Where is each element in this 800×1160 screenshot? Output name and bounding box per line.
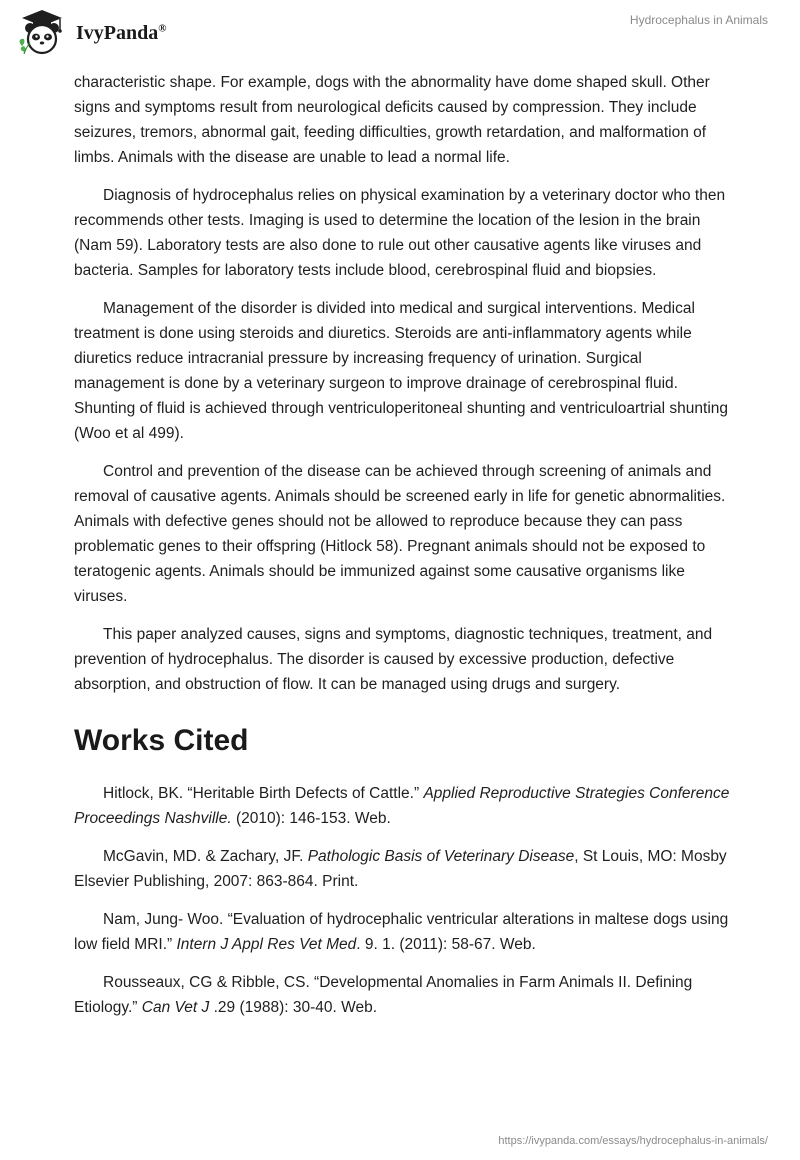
body-paragraph: Diagnosis of hydrocephalus relies on physical examination by a veterinary doctor who then recommends other tests. Imaging is used to determine the location of the lesion in the brain (Nam 59). Laboratory tests are also done to rule out other causative agents like viruses and bacteria. Samples for laboratory tests include blood, cerebrospinal fluid and biopsies. bbox=[74, 187, 726, 279]
body-paragraph: Management of the disorder is divided into medical and surgical interventions. Medical treatment is done using steroids and diuretics. Steroids are anti-inflammatory agents while diuretics reduce intracranial pressure by increasing frequency of urination. Surgical management is done by a veterinary surgeon to improve drainage of cerebrospinal fluid. Shunting of fluid is achieved through ventriculoperitoneal shunting and ventriculoartrial shunting (Woo et al 499). bbox=[74, 300, 728, 442]
document-title: Hydrocephalus in Animals bbox=[629, 13, 768, 27]
document-body bbox=[74, 70, 734, 1033]
ivypanda-logo[interactable] bbox=[16, 8, 166, 56]
works-cited-heading: Works Cited bbox=[74, 724, 249, 757]
body-paragraph: This paper analyzed causes, signs and symptoms, diagnostic techniques, treatment, and prevention of hydrocephalus. The disorder is caused by excessive production, defective absorption, and obstruction of flow. It can be managed using drugs and surgery. bbox=[74, 626, 713, 693]
source-url[interactable]: https://ivypanda.com/essays/hydrocephalus-in-animals/ bbox=[498, 1135, 768, 1147]
body-paragraph: characteristic shape. For example, dogs with the abnormality have dome shaped skull. Other signs and symptoms result from neurological deficits caused by compression. They include seizures, tremors, abnormal gait, feeding difficulties, growth retardation, and malformation of limbs. Animals with the disease are unable to lead a normal life. bbox=[74, 74, 710, 166]
citation-entry: Rousseaux, CG & Ribble, CS. “Developmental Anomalies in Farm Animals II. Defining Etiology.” Can Vet J .29 (1988): 30-40. Web. bbox=[74, 974, 693, 1016]
page-header bbox=[0, 0, 800, 60]
body-paragraph: Control and prevention of the disease can be achieved through screening of animals and removal of causative agents. Animals should be screened early in life for genetic abnormalities. Animals with defective genes should not be allowed to reproduce because they can pass problematic genes to their offspring (Hitlock 58). Pregnant animals should not be exposed to teratogenic agents. Animals should be immunized against some causative organisms like viruses. bbox=[74, 463, 726, 605]
citation-entry: McGavin, MD. & Zachary, JF. Pathologic Basis of Veterinary Disease, St Louis, MO: Mosby Elsevier Publishing, 2007: 863-864. Print. bbox=[74, 848, 727, 890]
panda-graduate-icon bbox=[16, 8, 68, 56]
citation-entry: Nam, Jung- Woo. “Evaluation of hydrocephalic ventricular alterations in maltese dogs using low field MRI.” Intern J Appl Res Vet Med. 9. 1. (2011): 58-67. Web. bbox=[74, 911, 729, 953]
citation-entry: Hitlock, BK. “Heritable Birth Defects of Cattle.” Applied Reproductive Strategies Conference Proceedings Nashville. (2010): 146-153. Web. bbox=[74, 785, 730, 827]
brand-name: IvyPanda® bbox=[76, 21, 167, 44]
